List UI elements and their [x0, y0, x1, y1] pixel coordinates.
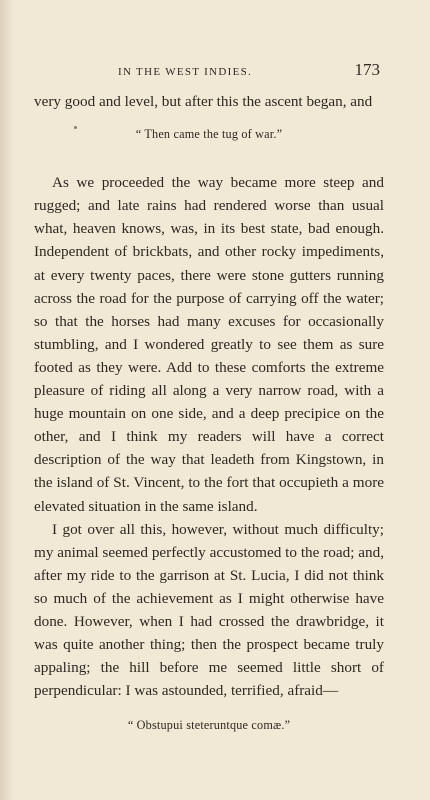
page-header	[34, 60, 380, 84]
page-body	[34, 90, 384, 762]
latin-quote: “ Obstupui steteruntque comæ.”	[127, 718, 291, 733]
epigraph-quote: “ Then came the tug of war.”	[135, 127, 283, 142]
page-number: 173	[354, 60, 380, 79]
running-head: IN THE WEST INDIES.	[118, 66, 253, 78]
paper-speck	[74, 126, 77, 129]
paragraph: As we proceeded the way became more steep and rugged; and late rains had rendered worse than usual what, heaven knows, was, in its best state, bad enough. Independent of brickbats, and other rocky impediments, at every twenty paces, there were stone gutters running across the road for the purpose of carrying off the water; so that the horses had many excuses for occasionally stumbling, and I wondered greatly to see them as sure footed as they were. Add to these comforts the extreme pleasure of riding all along a very narrow road, with a huge mountain on one side, and a deep precipice on the other, and I think my readers will have a correct description of the way that leadeth from Kingstown, in the island of St. Vincent, to the fort that occupieth a more elevated situation in the same island.	[34, 174, 384, 515]
paragraph: I got over all this, however, without much difficulty; my animal seemed perfectly accustomed to the road; and, after my ride to the garrison at St. Lucia, I did not think so much of the achievement as I might otherwise have done. However, when I had crossed the drawbridge, it was quite another thing; then the prospect became truly appaling; the hill before me seemed little short of perpendicular: I was astounded, terrified, afraid—	[34, 520, 384, 700]
paragraph-continuation: very good and level, but after this the ascent began, and	[34, 93, 373, 110]
